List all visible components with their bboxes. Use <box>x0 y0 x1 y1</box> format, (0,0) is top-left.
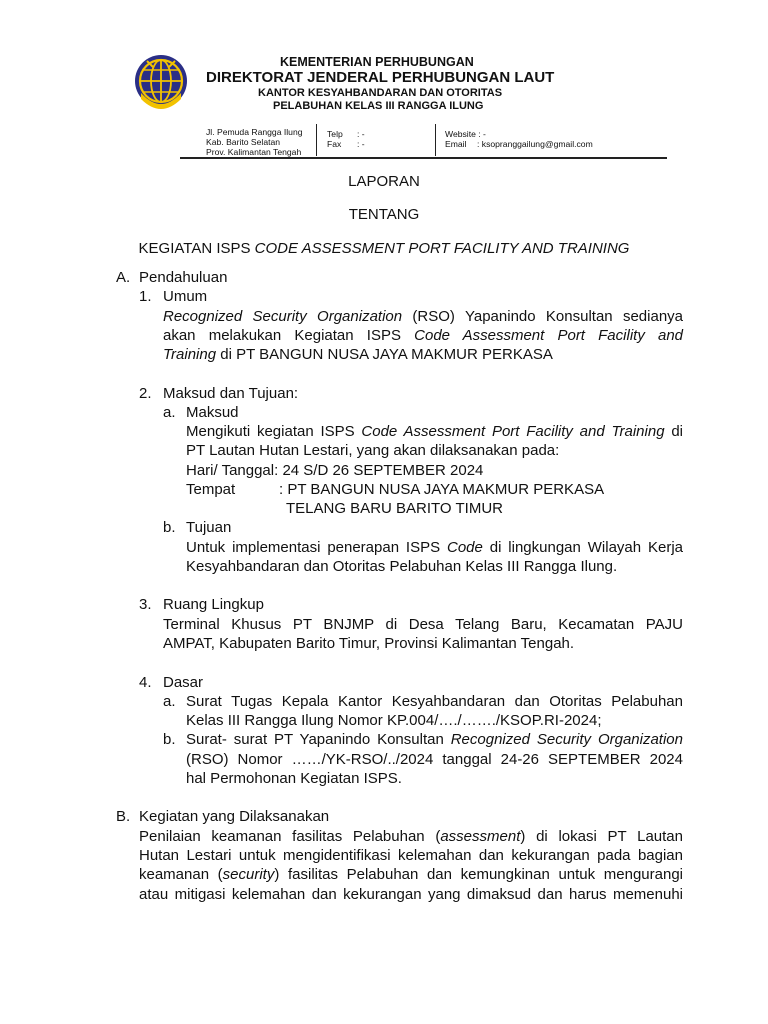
section-a-heading: Pendahuluan <box>139 269 228 286</box>
letterhead-divider <box>316 124 317 156</box>
item-4b-marker: b. <box>163 731 176 748</box>
item-2b-marker: b. <box>163 519 176 536</box>
telp-label: Telp <box>327 129 343 139</box>
item-2b-line: Untuk implementasi penerapan ISPS Code di lingkungan Wilayah Kerja <box>186 539 683 556</box>
item-3-marker: 3. <box>139 596 152 613</box>
ministry-logo <box>133 53 189 113</box>
item-2-heading: Maksud dan Tujuan: <box>163 385 299 402</box>
item-3-line: Terminal Khusus PT BNJMP di Desa Telang Baru, Kecamatan PAJU <box>163 616 683 633</box>
fax-label: Fax <box>327 139 342 149</box>
letterhead-divider <box>435 124 436 156</box>
item-1-line: akan melakukan Kegiatan ISPS Code Assessment Port Facility and <box>163 327 684 344</box>
item-4b-line: Surat- surat PT Yapanindo Konsultan Recognized Security Organization <box>186 731 683 748</box>
item-2a-line: Mengikuti kegiatan ISPS Code Assessment Port Facility and Training di <box>186 423 683 440</box>
address-line: Prov. Kalimantan Tengah <box>206 147 302 157</box>
item-1-line: Training di PT BANGUN NUSA JAYA MAKMUR PERKASA <box>163 346 553 363</box>
item-4a-marker: a. <box>163 693 176 710</box>
telp-value: : - <box>357 129 365 139</box>
doc-title-tentang: TENTANG <box>348 206 420 223</box>
item-2a-place-value: : PT BANGUN NUSA JAYA MAKMUR PERKASA <box>279 481 605 498</box>
title-plain: KEGIATAN ISPS <box>138 240 255 257</box>
item-2a-place-value-cont: TELANG BARU BARITO TIMUR <box>286 500 503 517</box>
item-2-marker: 2. <box>139 385 152 402</box>
item-1-heading: Umum <box>163 288 208 305</box>
email-value[interactable]: : ksopranggailung@gmail.com <box>477 139 593 149</box>
letterhead-contact-web <box>445 129 593 149</box>
section-b-line: atau mitigasi kelemahan dan kekurangan yang dimaksud dan harus memenuhi <box>139 886 683 903</box>
letterhead-address <box>206 127 303 157</box>
item-2a-marker: a. <box>163 404 176 421</box>
section-a-marker: A. <box>116 269 131 286</box>
ministry-emblem-icon <box>133 53 189 113</box>
item-4-heading: Dasar <box>163 674 204 691</box>
email-label: Email <box>445 139 467 149</box>
address-line: Kab. Barito Selatan <box>206 137 281 147</box>
letterhead-contact-phone <box>327 129 365 149</box>
item-4a-line: Kelas III Rangga Ilung Nomor KP.004/…./……./KSOP.RI-2024; <box>186 712 602 729</box>
item-2b-heading: Tujuan <box>186 519 232 536</box>
item-2a-line: PT Lautan Hutan Lestari, yang akan dilaksanakan pada: <box>186 442 560 459</box>
section-b-line: Penilaian keamanan fasilitas Pelabuhan (assessment) di lokasi PT Lautan <box>139 828 683 845</box>
letterhead-office: KANTOR KESYAHBANDARAN DAN OTORITAS <box>258 87 503 99</box>
address-line: Jl. Pemuda Rangga Ilung <box>206 127 303 137</box>
item-1-line: Recognized Security Organization (RSO) Yapanindo Konsultan sedianya <box>163 308 683 325</box>
website-label: Website <box>445 129 476 139</box>
item-3-heading: Ruang Lingkup <box>163 596 264 613</box>
doc-title-laporan: LAPORAN <box>348 173 420 190</box>
fax-value: : - <box>357 139 365 149</box>
section-b-marker: B. <box>116 808 131 825</box>
item-2a-place-label: Tempat <box>186 481 236 498</box>
item-2a-heading: Maksud <box>186 404 239 421</box>
letterhead-rule <box>180 157 667 159</box>
item-4-marker: 4. <box>139 674 152 691</box>
section-b-line: Hutan Lestari untuk mengidentifikasi kelemahan dan kekurangan pada bagian <box>139 847 683 864</box>
item-1-marker: 1. <box>139 288 152 305</box>
section-b-heading: Kegiatan yang Dilaksanakan <box>139 808 330 825</box>
item-4b-line: hal Permohonan Kegiatan ISPS. <box>186 770 402 787</box>
letterhead-directorate: DIREKTORAT JENDERAL PERHUBUNGAN LAUT <box>206 69 555 86</box>
section-b-line: keamanan (security) fasilitas Pelabuhan dan kemungkinan untuk mengurangi <box>139 866 683 883</box>
item-2b-line: Kesyahbandaran dan Otoritas Pelabuhan Kelas III Rangga Ilung. <box>186 558 618 575</box>
item-4b-line: (RSO) Nomor ……/YK-RSO/../2024 tanggal 24-26 SEPTEMBER 2024 <box>186 751 683 768</box>
letterhead-ministry: KEMENTERIAN PERHUBUNGAN <box>280 55 474 69</box>
website-value: : - <box>478 129 486 139</box>
letterhead-port: PELABUHAN KELAS III RANGGA ILUNG <box>273 100 484 112</box>
doc-title-subject <box>139 239 630 259</box>
item-3-line: AMPAT, Kabupaten Barito Timur, Provinsi Kalimantan Tengah. <box>163 635 575 652</box>
item-4a-line: Surat Tugas Kepala Kantor Kesyahbandaran dan Otoritas Pelabuhan <box>186 693 683 710</box>
title-italic: CODE ASSESSMENT PORT FACILITY AND TRAINING <box>254 240 630 257</box>
item-2a-date: Hari/ Tanggal: 24 S/D 26 SEPTEMBER 2024 <box>186 462 484 479</box>
